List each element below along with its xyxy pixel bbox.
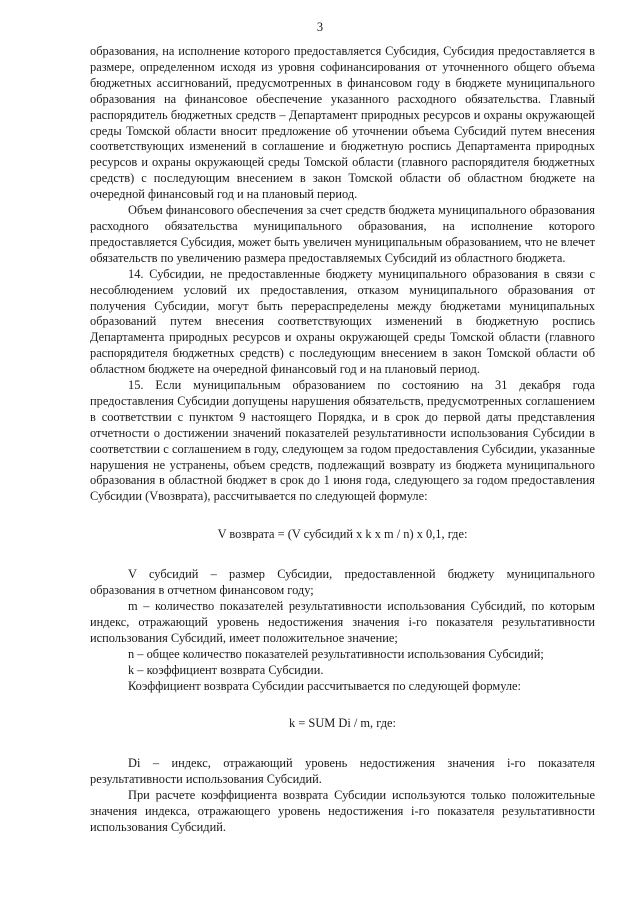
paragraph-item-15: 15. Если муниципальным образованием по состоянию на 31 декабря года предоставления Субсидии допущены нарушения обязательств, предусмотренных соглашением в соответствии с пунктом 9 настоящего Порядка, и в срок до первой даты представления отчетности о достижении значений показателей результативности использования Субсидии в соответствии с соглашением в году, следующем за годом предоставления Субсидии, указанные нарушения не устранены, объем средств, подлежащий возврату из бюджета муниципального образования в областной бюджет в срок до 1 июня года, следующего за годом предоставления Субсидии (Vвозврата), рассчитывается по следующей формуле: [90, 378, 595, 504]
definition-di: Di – индекс, отражающий уровень недостижения значения i-го показателя результативности использования Субсидий. [90, 756, 595, 787]
paragraph-positive-values: При расчете коэффициента возврата Субсидии используются только положительные значения индекса, отражающего уровень недостижения i-го показателя результативности использования Субсидий. [90, 788, 595, 834]
definition-n: n – общее количество показателей результативности использования Субсидий; [128, 646, 544, 661]
definition-m: m – количество показателей результативности использования Субсидий, по которым индекс, отражающий уровень недостижения значения i-го показателя результативности использования Субсидий, имеет положительное значение; [90, 599, 595, 645]
definition-k: k – коэффициент возврата Субсидии. [128, 662, 324, 677]
definition-v-subsidy: V субсидий – размер Субсидии, предоставленной бюджету муниципального образования в отчетном финансовом году; [90, 567, 595, 598]
page-number: 3 [316, 20, 324, 34]
paragraph-coefficient-intro: Коэффициент возврата Субсидии рассчитывается по следующей формуле: [128, 678, 522, 693]
formula-coefficient: k = SUM Di / m, где: [289, 716, 396, 731]
paragraph-funding-volume: Объем финансового обеспечения за счет средств бюджета муниципального образования расходного обязательства муниципального образования, на исполнение которого предоставляется Субсидия, может быть увеличен муниципальным образованием, что не влечет обязательств по увеличению размера предоставляемых Субсидий из областного бюджета. [90, 203, 595, 265]
document-body [90, 44, 595, 836]
formula-refund-volume: V возврата = (V субсидий x k x m / n) x 0,1, где: [217, 527, 468, 542]
paragraph-item-14: 14. Субсидии, не предоставленные бюджету муниципального образования в связи с несоблюдением условий их предоставления, отказом муниципального образования от получения Субсидии, могут быть перераспределены между бюджетами муниципальных образований путем внесения соответствующих изменений в бюджетную роспись Департамента природных ресурсов и охраны окружающей среды Томской области (главного распорядителя бюджетных средств) с последующим внесением в закон Томской области об областном бюджете на очередной финансовый год и на плановый период. [90, 266, 595, 377]
paragraph-continuation: образования, на исполнение которого предоставляется Субсидия, Субсидия предоставляется в размере, определенном исходя из уровня софинансирования от уточненного общего объема бюджетных ассигнований, предусмотренных в финансовом году в бюджете муниципального образования на финансовое обеспечение указанного расходного обязательства. Главный распорядитель бюджетных средств – Департамент природных ресурсов и охраны окружающей среды Томской области вносит предложение об уточнении объема Субсидий путем внесения соответствующих изменений в соглашение и бюджетную роспись Департамента природных ресурсов и охраны окружающей среды Томской области (главного распорядителя бюджетных средств) с последующим внесением в закон Томской области об областном бюджете на очередной финансовый год и на плановый период. [90, 44, 595, 202]
